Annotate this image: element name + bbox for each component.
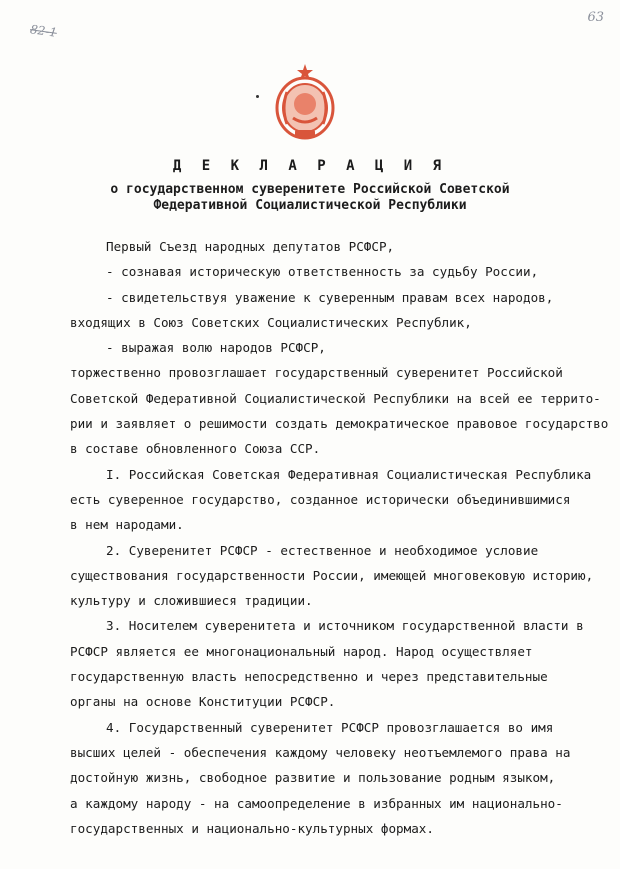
text-line: в нем народами. [70,517,184,533]
handwritten-page-number: 63 [587,10,604,25]
text-line: торжественно провозглашает государственный суверенитет Российской [70,365,563,381]
text-line: высших целей - обеспечения каждому человеку неотъемлемого права на [70,744,571,760]
text-line: рии и заявляет о решимости создать демократическое правовое государство [70,416,609,432]
text-line: Советской Федеративной Социалистической Республики на всей ее террито- [70,390,601,406]
text-line: органы на основе Конституции РСФСР. [70,694,336,710]
document-subtitle [0,182,620,214]
text-line: государственную власть непосредственно и через представительные [70,669,548,685]
text-line: РСФСР является ее многонациональный народ. Народ осуществляет [70,643,533,659]
text-line: 2. Суверенитет РСФСР - естественное и необходимое условие [106,542,539,558]
subtitle-line: Федеративной Социалистической Республики [153,198,467,213]
text-line: Первый Съезд народных депутатов РСФСР, [106,239,395,254]
document-body [70,234,610,841]
document-title: Д Е К Л А Р А Ц И Я [172,158,448,174]
text-line: 4. Государственный суверенитет РСФСР провозглашается во имя [106,719,554,735]
text-line: входящих в Союз Советских Социалистических Республик, [70,314,472,330]
ink-speck [256,95,259,98]
text-line: I. Российская Советская Федеративная Социалистическая Республика [106,466,592,482]
handwritten-note-left: 82-1 [29,22,58,40]
text-line: а каждому народу - на самоопределение в избранных им национально- [70,795,563,811]
text-line: 3. Носителем суверенитета и источником государственной власти в [106,618,584,634]
text-line: в составе обновленного Союза ССР. [70,441,321,457]
subtitle-line: о государственном суверенитете Российской Советской [110,182,510,197]
text-line: - выражая волю народов РСФСР, [106,340,326,356]
text-line: достойную жизнь, свободное развитие и пользование родным языком, [70,770,556,786]
rsfsr-emblem-icon [273,62,337,144]
text-line: государственных и национально-культурных формах. [70,820,434,836]
text-line: - сознавая историческую ответственность за судьбу России, [106,264,539,280]
text-line: существования государственности России, имеющей многовековую историю, [70,567,594,583]
text-line: есть суверенное государство, созданное исторически объединившимися [70,491,571,507]
text-line: - свидетельствуя уважение к суверенным правам всех народов, [106,289,554,305]
text-line: культуру и сложившиеся традиции. [70,593,313,609]
